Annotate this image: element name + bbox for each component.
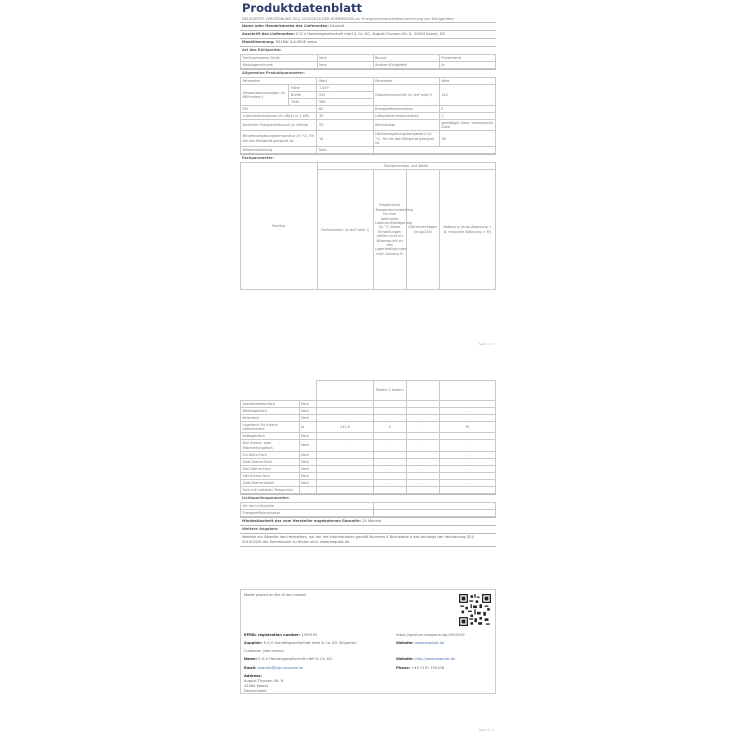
cell: Weinlagerschrank bbox=[241, 62, 318, 69]
phone-value: +49 2131 795108 bbox=[411, 666, 444, 670]
cell: 4 bbox=[373, 422, 406, 433]
cell bbox=[241, 381, 300, 401]
cell bbox=[317, 458, 373, 465]
addr-label-text: Address: bbox=[244, 674, 262, 678]
light-table bbox=[240, 502, 496, 517]
datasheet-page-1 bbox=[240, 0, 496, 350]
name-value: E.G.V Handelsgesellschaft mbH & Co. KG bbox=[258, 657, 333, 661]
address-row bbox=[240, 30, 496, 38]
general-params-table bbox=[240, 77, 496, 154]
cell bbox=[373, 451, 406, 458]
cell: Zwei-Sterne-Abteil bbox=[241, 479, 300, 486]
table-header-row bbox=[241, 163, 496, 170]
header-cell: Parameter bbox=[241, 78, 317, 85]
email-row bbox=[244, 666, 303, 671]
cell bbox=[406, 451, 439, 458]
cell: Tiefe bbox=[289, 99, 317, 106]
cell bbox=[373, 408, 406, 415]
warranty-value: 24 Monate bbox=[362, 518, 382, 523]
cell: Vier-Sterne-Fach bbox=[241, 472, 300, 479]
cell: Nein bbox=[317, 62, 373, 69]
addr-line: 41564 Kaarst bbox=[244, 684, 269, 688]
cell: - bbox=[373, 440, 406, 451]
eprel-supplier-value: E.G.V Handelsgesellschaft mbH & Co. KG (Importer) bbox=[263, 641, 357, 645]
more-info-body: Weblink zur Website des Herstellers, auf der die Informationen gemäß Nummer 4 Buchstabe a des Anhangs der Verordnung (EU) 2019/2020 der Kommission zu finden sind: bbox=[242, 534, 475, 544]
cell: - bbox=[439, 408, 495, 415]
type-table bbox=[240, 54, 496, 69]
cell: 39 bbox=[317, 113, 373, 120]
cell: - bbox=[373, 415, 406, 422]
phone-label: Phone: bbox=[396, 666, 411, 670]
cell bbox=[299, 486, 317, 493]
cell bbox=[317, 465, 373, 472]
cell: M bbox=[439, 422, 495, 433]
table-row bbox=[241, 408, 496, 415]
eprel-reg-label: EPREL registration number: bbox=[244, 633, 301, 637]
table-row bbox=[241, 479, 496, 486]
cell: Art der Lichtquelle bbox=[241, 502, 374, 509]
eprel-box bbox=[240, 589, 496, 694]
cell: - bbox=[406, 415, 439, 422]
table-row bbox=[241, 113, 496, 120]
table-row bbox=[241, 106, 496, 113]
cell: 80 bbox=[317, 106, 373, 113]
table-row bbox=[241, 131, 496, 147]
cell: C bbox=[439, 113, 495, 120]
cell: gemäßigte Zone, subtropische Zone bbox=[439, 120, 495, 131]
cell: - bbox=[406, 422, 439, 433]
warranty-label: Mindestlaufzeit der vom Hersteller angebotenen Garantie: bbox=[242, 518, 361, 523]
cell: Ja bbox=[299, 422, 317, 433]
table-row bbox=[241, 422, 496, 433]
cell: Nein bbox=[299, 472, 317, 479]
page-title: Produktdatenblatt bbox=[242, 1, 362, 15]
cell bbox=[439, 401, 495, 408]
cell: Weinlagerfach bbox=[241, 408, 300, 415]
cell bbox=[317, 381, 373, 401]
qr-code-icon[interactable] bbox=[459, 594, 491, 626]
website2-label: Website: bbox=[396, 657, 414, 661]
cell: 16 bbox=[317, 131, 373, 147]
cell: - bbox=[439, 465, 495, 472]
cell: - bbox=[439, 451, 495, 458]
table-row bbox=[241, 401, 496, 408]
more-info-heading: Weitere Angaben: bbox=[240, 525, 496, 533]
cell: Gesamtabmessungen (in Millimetern) bbox=[241, 85, 289, 106]
cell: Speisekammerfach bbox=[241, 401, 300, 408]
eprel-reg-value: 1909192 bbox=[301, 633, 318, 637]
cell: 242,0 bbox=[317, 422, 373, 433]
header-cell: Fachtyp bbox=[241, 163, 318, 290]
table-header-row bbox=[241, 381, 496, 401]
header-cell: Fachvolumen (in dm³ oder l) bbox=[317, 170, 373, 290]
cell: Nein bbox=[299, 465, 317, 472]
cell: - bbox=[317, 415, 373, 422]
table-row bbox=[241, 440, 496, 451]
supplier-value: Exquisit bbox=[330, 24, 345, 28]
cell: Nein bbox=[299, 451, 317, 458]
compartment-table bbox=[240, 380, 496, 494]
cell bbox=[317, 479, 373, 486]
email-link[interactable]: exquisit@egv-exquisit.de bbox=[257, 666, 303, 670]
website1-label: Website: bbox=[396, 641, 414, 645]
manufacturer-link[interactable]: www.exquisit.de bbox=[320, 539, 350, 544]
cell: Kaltlagerfach bbox=[241, 433, 300, 440]
cell bbox=[439, 486, 495, 493]
supplier-label: Name oder Handelsmarke des Lieferanten: bbox=[242, 24, 329, 28]
table-row bbox=[241, 85, 496, 92]
cell: - bbox=[439, 458, 495, 465]
table-row bbox=[241, 55, 496, 62]
cell bbox=[373, 458, 406, 465]
eprel-url-link[interactable]: https://eprel.ec.europa.eu/qr/1909192 bbox=[396, 633, 465, 637]
website1-link[interactable]: www.exquisit.de bbox=[414, 641, 445, 645]
cell: - bbox=[373, 479, 406, 486]
customer-note: Customer (see annex) bbox=[244, 649, 284, 653]
website2-row bbox=[396, 657, 455, 662]
cell: Ein-Stern-Fach bbox=[241, 451, 300, 458]
website2-link[interactable]: http://www.exquisit.de bbox=[414, 657, 456, 661]
header-cell: Wert bbox=[439, 78, 495, 85]
cell bbox=[317, 486, 373, 493]
name-row bbox=[244, 657, 332, 662]
header-cell: Fachparameter und Werte bbox=[317, 163, 496, 170]
table-row bbox=[241, 433, 496, 440]
cell bbox=[373, 509, 495, 516]
cell: 93 bbox=[317, 120, 373, 131]
header-cell: Wert bbox=[317, 78, 373, 85]
cell bbox=[299, 381, 317, 401]
cell: EEI bbox=[241, 106, 317, 113]
table-row bbox=[241, 451, 496, 458]
table-row bbox=[241, 509, 496, 516]
cell: 242 bbox=[439, 85, 495, 106]
cell: Andere Kühlgeräte bbox=[373, 62, 439, 69]
cell: - bbox=[439, 415, 495, 422]
name-label: Name: bbox=[244, 657, 258, 661]
cell: Nein bbox=[299, 433, 317, 440]
cell bbox=[406, 408, 439, 415]
model-row bbox=[240, 38, 496, 46]
cell: Nein bbox=[299, 440, 317, 451]
cell: Klimaklasse bbox=[373, 120, 439, 131]
eprel-reg-row bbox=[244, 633, 317, 638]
eprel-supplier-label: Supplier: bbox=[244, 641, 263, 645]
cell: Energieeffizienzklasse bbox=[241, 509, 374, 516]
cell: Geräuscharmes Gerät bbox=[241, 55, 318, 62]
cell bbox=[317, 408, 373, 415]
cell: Mindestumgebungstemperatur (in °C), für die das Kühlgerät geeignet ist bbox=[241, 131, 317, 147]
table-row bbox=[241, 415, 496, 422]
model-value: RS16W 4-A-960E weiss bbox=[275, 40, 318, 44]
cell bbox=[373, 502, 495, 509]
cell bbox=[317, 401, 373, 408]
cell: Nein bbox=[299, 401, 317, 408]
cell bbox=[373, 147, 495, 154]
cell: Zwei-Sterne-Fach bbox=[241, 458, 300, 465]
header-cell: Empfohlene Temperatureinstellung für eine optimierte Lebensmittellagerung (in °C) Diese Einstellungen dürfen nicht im Widerspruch zu den Lagerbedingungen nach Anhang IV bbox=[373, 170, 406, 290]
warranty-row bbox=[240, 517, 496, 525]
cell: Breite bbox=[289, 92, 317, 99]
cell: - bbox=[406, 433, 439, 440]
phone-row bbox=[396, 666, 444, 671]
table-row bbox=[241, 472, 496, 479]
general-section-heading: Allgemeine Produktparameter: bbox=[240, 69, 496, 77]
cell: - bbox=[373, 401, 406, 408]
compartment-header-table bbox=[240, 162, 496, 290]
email-label: Email: bbox=[244, 666, 257, 670]
cell: Nein bbox=[299, 458, 317, 465]
table-row bbox=[241, 486, 496, 493]
type-section-heading: Art des Kühlgeräts: bbox=[240, 46, 496, 54]
table-row bbox=[241, 465, 496, 472]
cell: - bbox=[317, 440, 373, 451]
page-number: Seite 2 / 2 bbox=[478, 728, 494, 732]
datasheet-page-2 bbox=[240, 380, 496, 736]
cell: - bbox=[406, 472, 439, 479]
table-row bbox=[241, 62, 496, 69]
cell: - bbox=[406, 465, 439, 472]
cell: 566 bbox=[317, 99, 373, 106]
website1-row bbox=[396, 641, 444, 646]
supplier-row bbox=[240, 22, 496, 30]
table-header-row bbox=[241, 78, 496, 85]
market-note: Model placed on the Union market bbox=[244, 593, 306, 597]
regulation-intro: DELEGIERTE VERORDNUNG (EU) 2019/2016 DER KOMMISSION zur Energieverbrauchskennzeichnung von Kühlgeräten bbox=[242, 17, 454, 21]
table-row bbox=[241, 120, 496, 131]
cell: Drei-Sterne-Fach bbox=[241, 465, 300, 472]
address-label: Anschrift des Lieferanten: bbox=[242, 32, 295, 36]
cell bbox=[439, 381, 495, 401]
cell: 38 bbox=[439, 131, 495, 147]
cell: Nein bbox=[317, 147, 373, 154]
cell: 555 bbox=[317, 92, 373, 99]
cell bbox=[317, 472, 373, 479]
cell bbox=[406, 381, 439, 401]
compartment-section-heading: Fachparameter: bbox=[240, 154, 496, 162]
cell: - bbox=[439, 440, 495, 451]
cell bbox=[317, 451, 373, 458]
cell: - bbox=[406, 479, 439, 486]
cell: - bbox=[439, 433, 495, 440]
cell: - bbox=[439, 479, 495, 486]
cell: Fach mit variabler Temperatur bbox=[241, 486, 300, 493]
address-value: E.G.V Handelsgesellschaft mbH & Co. KG, August-Thyssen-Str. 8, 41564 Kaarst, DE bbox=[296, 32, 445, 36]
cell: 1.529 bbox=[317, 85, 373, 92]
cell: E bbox=[439, 106, 495, 113]
cell: Lagerfach für frische Lebensmittel bbox=[241, 422, 300, 433]
header-cell: Abtauung (Auto-Abtauung = A, manuelle Abtauung = M) bbox=[439, 170, 495, 290]
header-cell: Tabelle 3 ändern bbox=[373, 381, 406, 401]
cell: Nein bbox=[299, 479, 317, 486]
cell: Energieeffizienzklasse bbox=[373, 106, 439, 113]
cell bbox=[406, 401, 439, 408]
cell: - bbox=[373, 433, 406, 440]
cell: Luftschallemissionsklasse bbox=[373, 113, 439, 120]
cell bbox=[373, 486, 406, 493]
light-section-heading: Lichtquellenparameter: bbox=[240, 494, 496, 502]
addr-line: August-Thyssen-Str. 8 bbox=[244, 679, 284, 683]
cell: Nein bbox=[317, 55, 373, 62]
addr-line: Deutschland bbox=[244, 689, 267, 693]
cell: Nein bbox=[299, 408, 317, 415]
cell: Null-Sterne- oder Eisbereitungsfach bbox=[241, 440, 300, 451]
cell: - bbox=[406, 440, 439, 451]
eprel-supplier-row bbox=[244, 641, 357, 646]
cell: - bbox=[373, 465, 406, 472]
cell: Freistehend bbox=[439, 55, 495, 62]
cell: Nein bbox=[299, 415, 317, 422]
cell bbox=[406, 458, 439, 465]
cell: - bbox=[373, 472, 406, 479]
cell: Wintereinstellung bbox=[241, 147, 317, 154]
more-info-text bbox=[240, 533, 496, 547]
table-row bbox=[241, 502, 496, 509]
cell: - bbox=[439, 472, 495, 479]
model-label: Modellkennung: bbox=[242, 40, 275, 44]
cell: Jährlicher Energieverbrauch (in kWh/a) bbox=[241, 120, 317, 131]
cell: Höchstumgebungstemperatur (in °C), für die das Kühlgerät geeignet ist bbox=[373, 131, 439, 147]
cell: Gesamtrauminhalt (in dm³ oder l) bbox=[373, 85, 439, 106]
table-row bbox=[241, 458, 496, 465]
page-number: Seite 1 / 2 bbox=[478, 342, 494, 346]
header-cell: Parameter bbox=[373, 78, 439, 85]
cell: Höhe bbox=[289, 85, 317, 92]
header-cell: Gefriervermögen (in kg/24h) bbox=[406, 170, 439, 290]
cell bbox=[406, 486, 439, 493]
cell: Ja bbox=[439, 62, 495, 69]
cell: - bbox=[317, 433, 373, 440]
table-row bbox=[241, 147, 496, 154]
cell: Luftschallemissionen (in dB(A) re 1 pW) bbox=[241, 113, 317, 120]
cell: Kellerfach bbox=[241, 415, 300, 422]
cell: Bauart bbox=[373, 55, 439, 62]
